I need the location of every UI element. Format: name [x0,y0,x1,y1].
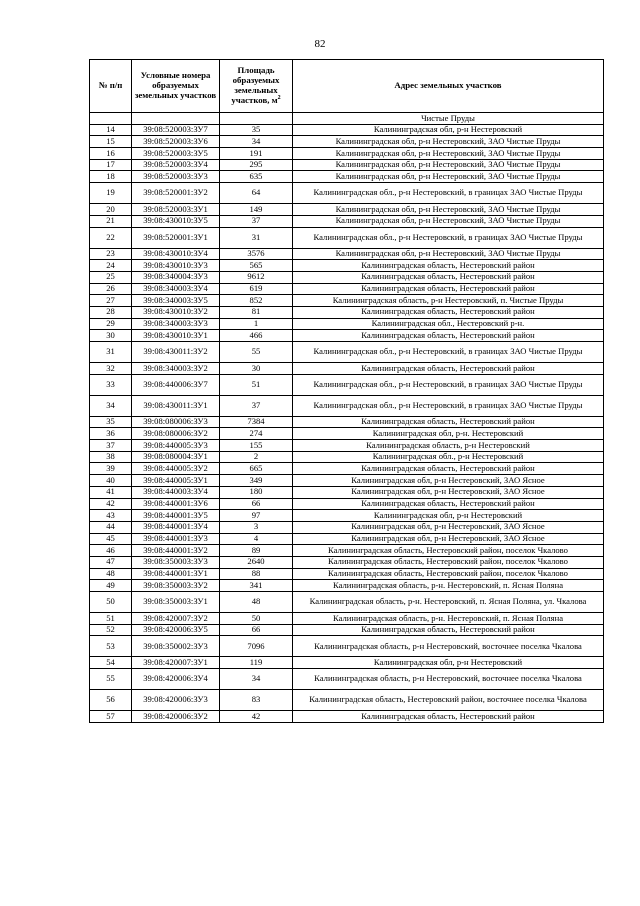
table-row [90,363,604,375]
row-area: 7384 [220,416,293,428]
row-address: Калининградская область, Нестеровский район [293,624,604,636]
table-row [90,204,604,216]
row-cadastral-number: 39:08:520003:ЗУ1 [132,204,220,216]
row-area: 97 [220,510,293,522]
row-address: Калининградская обл, р-н Нестеровский, ЗАО Ясное [293,521,604,533]
row-address: Калининградская область, Нестеровский район [293,416,604,428]
row-area: 37 [220,215,293,227]
row-cadastral-number: 39:08:430010:ЗУ3 [132,260,220,272]
table-row [90,295,604,307]
row-area: 64 [220,183,293,204]
table-row [90,568,604,580]
row-area: 191 [220,148,293,160]
table-row [90,306,604,318]
row-address: Калининградская обл., р-н Нестеровский, в границах ЗАО Чистые Пруды [293,374,604,395]
table-row [90,440,604,452]
row-area: 37 [220,395,293,416]
header-area-text: Площадь образуемых земельных участков, м [231,65,280,105]
row-address: Калининградская обл., Нестеровский р-н. [293,318,604,330]
row-area: 635 [220,171,293,183]
row-cadastral-number: 39:08:420006:ЗУ2 [132,711,220,723]
table-row [90,592,604,613]
row-cadastral-number: 39:08:430010:ЗУ2 [132,306,220,318]
row-address: Калининградская область, р-н. Нестеровский, п. Ясная Поляна, ул. Чкалова [293,592,604,613]
row-address: Калининградская обл, р-н Нестеровский, ЗАО Чистые Пруды [293,248,604,260]
row-address: Калининградская обл, р-н Нестеровский, ЗАО Чистые Пруды [293,215,604,227]
row-area: 30 [220,363,293,375]
row-address: Калининградская обл, р-н Нестеровский, ЗАО Чистые Пруды [293,159,604,171]
table-row [90,657,604,669]
row-number: 49 [90,580,132,592]
row-area: 9612 [220,271,293,283]
row-area: 83 [220,690,293,711]
row-cadastral-number: 39:08:080006:ЗУ2 [132,428,220,440]
row-address: Калининградская область, р-н. Нестеровский, п. Ясная Поляна [293,580,604,592]
row-number: 30 [90,330,132,342]
table-row [90,475,604,487]
table-row [90,342,604,363]
row-number: 18 [90,171,132,183]
continuation-row [90,113,604,125]
row-address: Калининградская обл, р-н Нестеровский, ЗАО Чистые Пруды [293,136,604,148]
row-area: 2640 [220,556,293,568]
table-row [90,636,604,657]
row-area: 155 [220,440,293,452]
table-row [90,283,604,295]
row-cadastral-number: 39:08:440005:ЗУ2 [132,463,220,475]
row-cadastral-number: 39:08:340003:ЗУ3 [132,318,220,330]
row-area: 180 [220,486,293,498]
header-area-sup: 2 [277,94,281,101]
page-number: 82 [314,38,326,50]
row-area: 149 [220,204,293,216]
land-plots-table [89,59,604,723]
row-cadastral-number: 39:08:080006:ЗУ3 [132,416,220,428]
table-row [90,171,604,183]
row-cadastral-number: 39:08:520001:ЗУ2 [132,183,220,204]
row-number: 50 [90,592,132,613]
header-cadastral-number: Условные номера образуемых земельных участков [132,60,220,113]
row-address: Калининградская обл, р-н Нестеровский [293,657,604,669]
row-address: Калининградская область, р-н Нестеровский, п. Чистые Пруды [293,295,604,307]
row-number: 34 [90,395,132,416]
row-area: 4 [220,533,293,545]
table-row [90,463,604,475]
row-number: 20 [90,204,132,216]
row-address: Калининградская обл, р-н. Нестеровский [293,428,604,440]
row-cadastral-number: 39:08:440003:ЗУ4 [132,486,220,498]
row-number: 40 [90,475,132,487]
row-cadastral-number: 39:08:420006:ЗУ3 [132,690,220,711]
table-row [90,248,604,260]
continuation-cell-empty-2 [132,113,220,125]
row-area: 466 [220,330,293,342]
row-area: 1 [220,318,293,330]
row-area: 565 [220,260,293,272]
row-cadastral-number: 39:08:430010:ЗУ5 [132,215,220,227]
row-number: 27 [90,295,132,307]
table-row [90,669,604,690]
row-area: 619 [220,283,293,295]
row-number: 43 [90,510,132,522]
row-area: 31 [220,227,293,248]
row-cadastral-number: 39:08:440005:ЗУ1 [132,475,220,487]
row-number: 46 [90,545,132,557]
row-address: Калининградская обл, р-н Нестеровский [293,510,604,522]
row-number: 51 [90,613,132,625]
row-cadastral-number: 39:08:340004:ЗУ3 [132,271,220,283]
table-row [90,159,604,171]
row-address: Калининградская обл, р-н Нестеровский, ЗАО Ясное [293,475,604,487]
row-area: 119 [220,657,293,669]
row-number: 37 [90,440,132,452]
table-row [90,690,604,711]
table-row [90,486,604,498]
row-address: Калининградская область, Нестеровский район, восточнее поселка Чкалова [293,690,604,711]
row-area: 66 [220,624,293,636]
row-cadastral-number: 39:08:520003:ЗУ5 [132,148,220,160]
row-area: 341 [220,580,293,592]
row-number: 55 [90,669,132,690]
row-address: Калининградская область, Нестеровский район [293,306,604,318]
row-number: 39 [90,463,132,475]
row-area: 2 [220,451,293,463]
row-address: Калининградская область, Нестеровский район, поселок Чкалово [293,545,604,557]
row-number: 19 [90,183,132,204]
row-cadastral-number: 39:08:080004:ЗУ1 [132,451,220,463]
row-cadastral-number: 39:08:430010:ЗУ4 [132,248,220,260]
row-number: 26 [90,283,132,295]
table-row [90,624,604,636]
row-number: 47 [90,556,132,568]
row-address: Калининградская область, Нестеровский район, поселок Чкалово [293,568,604,580]
row-address: Калининградская обл., р-н Нестеровский, в границах ЗАО Чистые Пруды [293,227,604,248]
row-number: 56 [90,690,132,711]
row-cadastral-number: 39:08:350002:ЗУ3 [132,636,220,657]
row-number: 16 [90,148,132,160]
row-cadastral-number: 39:08:440001:ЗУ3 [132,533,220,545]
row-address: Калининградская область, р-н Нестеровский, восточнее поселка Чкалова [293,669,604,690]
continuation-address: Чистые Пруды [293,113,604,125]
row-area: 34 [220,136,293,148]
table-row [90,451,604,463]
table-row [90,498,604,510]
header-number: № п/п [90,60,132,113]
row-number: 35 [90,416,132,428]
row-number: 44 [90,521,132,533]
continuation-cell-empty-1 [90,113,132,125]
row-cadastral-number: 39:08:430010:ЗУ1 [132,330,220,342]
row-area: 3576 [220,248,293,260]
table-row [90,215,604,227]
table-row [90,395,604,416]
row-number: 29 [90,318,132,330]
row-area: 34 [220,669,293,690]
row-area: 51 [220,374,293,395]
row-area: 274 [220,428,293,440]
row-area: 35 [220,124,293,136]
row-cadastral-number: 39:08:520003:ЗУ3 [132,171,220,183]
row-cadastral-number: 39:08:440001:ЗУ5 [132,510,220,522]
row-area: 349 [220,475,293,487]
row-address: Калининградская область, Нестеровский район [293,283,604,295]
row-number: 33 [90,374,132,395]
row-cadastral-number: 39:08:340003:ЗУ4 [132,283,220,295]
row-area: 81 [220,306,293,318]
table-row [90,136,604,148]
row-address: Калининградская область, Нестеровский район [293,463,604,475]
table-row [90,374,604,395]
row-number: 24 [90,260,132,272]
row-number: 21 [90,215,132,227]
row-area: 42 [220,711,293,723]
table-row [90,580,604,592]
table-header-row [90,60,604,113]
row-address: Калининградская обл., р-н Нестеровский [293,451,604,463]
table-row [90,416,604,428]
row-area: 89 [220,545,293,557]
row-number: 28 [90,306,132,318]
row-area: 55 [220,342,293,363]
row-cadastral-number: 39:08:340003:ЗУ5 [132,295,220,307]
row-address: Калининградская обл., р-н Нестеровский, в границах ЗАО Чистые Пруды [293,395,604,416]
row-number: 42 [90,498,132,510]
table-row [90,318,604,330]
row-area: 3 [220,521,293,533]
row-address: Калининградская область, Нестеровский район [293,498,604,510]
row-address: Калининградская обл, р-н Нестеровский, ЗАО Чистые Пруды [293,148,604,160]
row-area: 66 [220,498,293,510]
row-cadastral-number: 39:08:440006:ЗУ7 [132,374,220,395]
row-cadastral-number: 39:08:440001:ЗУ1 [132,568,220,580]
row-number: 23 [90,248,132,260]
row-cadastral-number: 39:08:420007:ЗУ2 [132,613,220,625]
row-number: 22 [90,227,132,248]
table-row [90,124,604,136]
row-area: 295 [220,159,293,171]
row-cadastral-number: 39:08:430011:ЗУ1 [132,395,220,416]
continuation-cell-empty-3 [220,113,293,125]
table-row [90,545,604,557]
table-row [90,556,604,568]
row-cadastral-number: 39:08:420006:ЗУ4 [132,669,220,690]
row-cadastral-number: 39:08:520003:ЗУ7 [132,124,220,136]
row-cadastral-number: 39:08:520003:ЗУ6 [132,136,220,148]
row-cadastral-number: 39:08:440001:ЗУ4 [132,521,220,533]
table-row [90,227,604,248]
table-row [90,533,604,545]
row-number: 41 [90,486,132,498]
row-address: Калининградская обл, р-н Нестеровский, ЗАО Ясное [293,486,604,498]
row-number: 14 [90,124,132,136]
row-cadastral-number: 39:08:350003:ЗУ1 [132,592,220,613]
row-cadastral-number: 39:08:420007:ЗУ1 [132,657,220,669]
row-address: Калининградская область, Нестеровский район [293,711,604,723]
row-area: 50 [220,613,293,625]
row-address: Калининградская обл., р-н Нестеровский, в границах ЗАО Чистые Пруды [293,183,604,204]
row-address: Калининградская область, Нестеровский район [293,260,604,272]
table-row [90,510,604,522]
header-address: Адрес земельных участков [293,60,604,113]
table-row [90,330,604,342]
row-address: Калининградская обл, р-н Нестеровский, ЗАО Чистые Пруды [293,171,604,183]
row-address: Калининградская область, Нестеровский район [293,363,604,375]
row-address: Калининградская обл, р-н Нестеровский, ЗАО Ясное [293,533,604,545]
row-address: Калининградская область, Нестеровский район [293,271,604,283]
table-row [90,521,604,533]
row-area: 88 [220,568,293,580]
header-area [220,60,293,113]
row-number: 31 [90,342,132,363]
row-number: 17 [90,159,132,171]
table-row [90,711,604,723]
table-row [90,183,604,204]
row-address: Калининградская обл., р-н Нестеровский, в границах ЗАО Чистые Пруды [293,342,604,363]
table-row [90,260,604,272]
row-number: 15 [90,136,132,148]
row-number: 57 [90,711,132,723]
row-cadastral-number: 39:08:520001:ЗУ1 [132,227,220,248]
row-area: 7096 [220,636,293,657]
row-address: Калининградская обл, р-н Нестеровский, ЗАО Чистые Пруды [293,204,604,216]
row-number: 53 [90,636,132,657]
row-cadastral-number: 39:08:350003:ЗУ2 [132,580,220,592]
row-cadastral-number: 39:08:440001:ЗУ6 [132,498,220,510]
row-area: 665 [220,463,293,475]
table-row [90,428,604,440]
row-number: 48 [90,568,132,580]
row-cadastral-number: 39:08:430011:ЗУ2 [132,342,220,363]
row-number: 45 [90,533,132,545]
table-row [90,148,604,160]
row-number: 54 [90,657,132,669]
row-address: Калининградская область, р-н Нестеровский [293,440,604,452]
table-row [90,271,604,283]
row-number: 38 [90,451,132,463]
row-cadastral-number: 39:08:440005:ЗУ3 [132,440,220,452]
row-number: 52 [90,624,132,636]
row-cadastral-number: 39:08:440001:ЗУ2 [132,545,220,557]
row-number: 32 [90,363,132,375]
row-cadastral-number: 39:08:350003:ЗУ3 [132,556,220,568]
row-address: Калининградская обл, р-н Нестеровский [293,124,604,136]
row-cadastral-number: 39:08:420006:ЗУ5 [132,624,220,636]
row-address: Калининградская область, р-н Нестеровский, восточнее поселка Чкалова [293,636,604,657]
row-cadastral-number: 39:08:340003:ЗУ2 [132,363,220,375]
row-address: Калининградская область, р-н. Нестеровский, п. Ясная Поляна [293,613,604,625]
row-number: 36 [90,428,132,440]
row-address: Калининградская область, Нестеровский район [293,330,604,342]
row-address: Калининградская область, Нестеровский район, поселок Чкалово [293,556,604,568]
row-number: 25 [90,271,132,283]
row-cadastral-number: 39:08:520003:ЗУ4 [132,159,220,171]
row-area: 48 [220,592,293,613]
table-row [90,613,604,625]
row-area: 852 [220,295,293,307]
